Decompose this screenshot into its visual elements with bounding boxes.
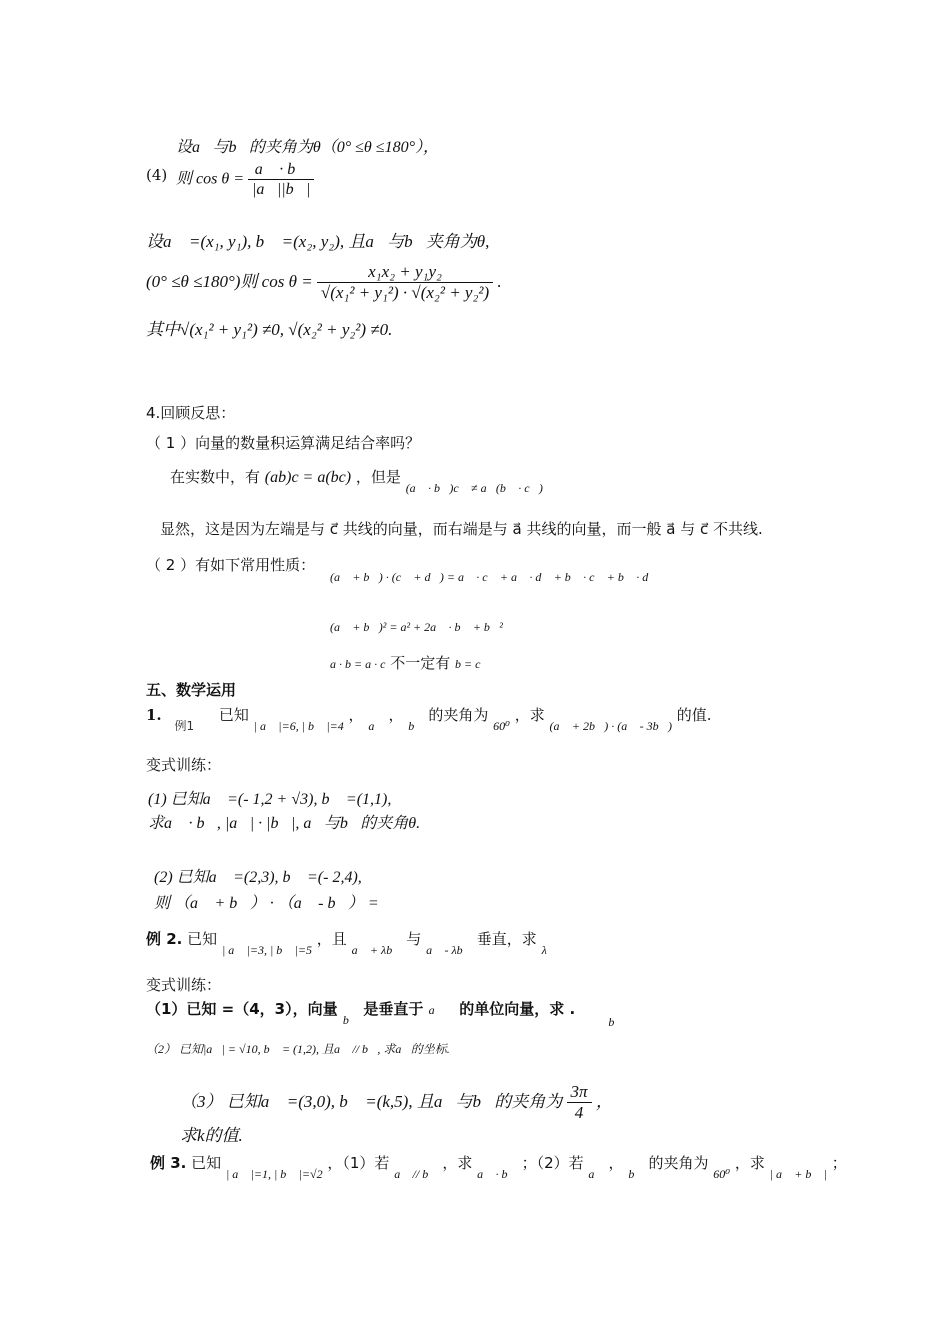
review-q2: （ 2 ）有如下常用性质： [146,556,316,574]
section5-title: 五、数学运用 [146,681,237,699]
example3-comma: ， [608,1154,624,1172]
coord-def-line: 设a⃗ =(x₁, y₁), b⃗ =(x₂, y₂), 且a⃗与b⃗夹角为θ, [146,232,490,251]
example3-b: b⃗ [628,1167,644,1181]
example1-b: b⃗ [408,719,424,733]
example2-t3: 与 [406,930,422,948]
example3-t5: 的夹角为 [648,1154,709,1172]
example2-expr: | a⃗ |=3, | b⃗ |=5 [221,943,312,957]
example3-t3: ，求 [442,1154,473,1172]
exercise-w3-text: （3） 已知a⃗ =(3,0), b⃗ =(k,5), 且a⃗与b⃗的夹角为 [180,1091,563,1111]
example3-t7: ； [831,1154,847,1172]
example3-t2: ，（1）若 [327,1154,390,1172]
item-number-4: (4) [146,166,168,184]
variant2-line1: (2) 已知a⃗ =(2,3), b⃗ =(- 2,4), [154,869,362,886]
example3-expr: | a⃗ |=1, | b⃗ |=√2 [225,1167,323,1181]
cos-lhs: 则 cos θ = [176,170,244,188]
example3-t4: ；（2）若 [521,1154,584,1172]
exercise-w3-denominator: 4 [574,1103,584,1123]
variant1-line2: 求a⃗ · b⃗, |a⃗| · |b⃗|, a⃗与b⃗的夹角θ. [148,815,421,832]
exercise-w1-b: b⃗ [342,1013,359,1027]
exercise-w1-b2: b⃗ [608,1015,624,1029]
example2-t1: 已知 [187,930,218,948]
review-q1: （ 1 ）向量的数量积运算满足结合率吗？ [146,434,421,452]
property-3 [330,654,480,672]
example3-q1: a⃗ · b⃗ [477,1167,517,1181]
coord-cos-denominator: √(x₁² + y₁²) · √(x₂² + y₂²) [320,283,490,303]
exercise-w1-mid: 是垂直于 [363,1000,424,1018]
example3-t6: ，求 [734,1154,765,1172]
angle-def-line: 设a⃗与b⃗的夹角为θ（0° ≤θ ≤180°）， [176,139,439,156]
property-3-end: b = c [455,657,481,671]
review-q1-text-a: 在实数中，有 [170,468,261,486]
example1-expr2: (a⃗ + 2b⃗) · (a⃗ - 3b⃗) [549,719,672,733]
property-1: (a⃗ + b⃗) · (c⃗ + d⃗) = a⃗ · c⃗ + a⃗ · d⃗ + b⃗ · c⃗ + b⃗ · d⃗ [330,570,658,584]
property-3-mid: 不一定有 [390,654,451,672]
coord-condition-line: 其中√(x₁² + y₁²) ≠0, √(x₂² + y₂²) ≠0. [146,320,393,339]
review-q1-expr2: (a⃗ · b⃗)c⃗ ≠ a⃗(b⃗ · c⃗) [405,481,543,495]
example1-t1: 已知 [218,706,249,724]
example1-label: 例1 [174,719,195,733]
example2-t4: 垂直，求 [476,930,537,948]
review-q1-expr1: (ab)c = a(bc) [264,469,352,486]
property-3-expr: a · b = a · c [330,657,386,671]
coord-cos-formula [146,262,502,304]
example1-t3: 的夹角为 [428,706,489,724]
exercise-w1-text: （1）已知 =（4，3），向量 [146,1000,338,1018]
review-obvious: 显然，这是因为左端是与 c⃗ 共线的向量，而右端是与 a⃗ 共线的向量，而一般 a⃗ 与 c⃗ 不共线. [160,520,763,538]
example1-number: 1. [146,706,162,724]
exercise-w3-line2: 求k的值. [180,1126,243,1145]
cos-formula [176,160,314,199]
example1-t2: ， [348,706,364,724]
cos-fraction [248,160,314,199]
example1-expr: | a⃗ |=6, | b⃗ |=4 [253,719,344,733]
variant1-line1: (1) 已知a⃗ =(- 1,2 + √3), b⃗ =(1,1), [148,791,392,808]
exercise-w3-line1 [180,1082,613,1124]
cos-denominator: |a⃗||b⃗| [252,181,311,199]
coord-cos-numerator: x₁x₂ + y₁y₂ [317,262,493,283]
example2-expr2: a⃗ + λb⃗ [351,943,402,957]
variant1-title: 变式训练： [146,756,222,774]
coord-cos-fraction [317,262,493,304]
exercise-w1-a: a⃗ [428,1003,445,1017]
review-q1-line [170,468,543,495]
exercise-w1 [146,1000,624,1029]
review-q1-text-b: ，但是 [355,468,401,486]
example3-label: 例 3. [150,1154,187,1172]
example1-a: a⃗ [368,719,384,733]
exercise-w1-end: 的单位向量，求 . [459,1000,576,1018]
coord-cos-end: . [497,271,502,291]
example3-t1: 已知 [191,1154,222,1172]
example1-comma: ， [388,706,404,724]
cos-numerator: a⃗ · b⃗ [248,160,314,180]
review-title: 4.回顾反思： [146,404,236,422]
example3-a: a⃗ [588,1167,604,1181]
example2-expr3: a⃗ - λb⃗ [426,943,472,957]
property-2: (a⃗ + b⃗)² = a² + 2a⃗ · b⃗ + b⃗² [330,620,503,634]
example3-angle: 60⁰ [713,1167,731,1181]
example1-t5: 的值. [676,706,712,724]
variant2-line2: 则 （a⃗ + b⃗） · （a⃗ - b⃗） = [154,895,379,912]
example3-cond: a⃗ // b⃗ [394,1167,438,1181]
exercise-w3-numerator: 3π [567,1082,592,1103]
variant2-title: 变式训练： [146,976,222,994]
example3-q2: | a⃗ + b⃗ | [769,1167,828,1181]
example1-angle: 60⁰ [493,719,510,733]
exercise-w3-fraction [567,1082,592,1124]
exercise-w2: （2） 已知|a⃗| = √10, b⃗ = (1,2), 且a⃗ // b⃗, 求a⃗的坐标. [146,1042,450,1056]
example3-line [150,1154,847,1181]
coord-cos-lhs: (0° ≤θ ≤180°)则 cos θ = [146,271,313,291]
example2-lambda: λ [541,943,547,957]
example2-t2: ，且 [316,930,347,948]
exercise-w3-comma: ， [595,1091,613,1111]
example1-t4: ，求 [514,706,545,724]
example2-label: 例 2. [146,930,183,948]
